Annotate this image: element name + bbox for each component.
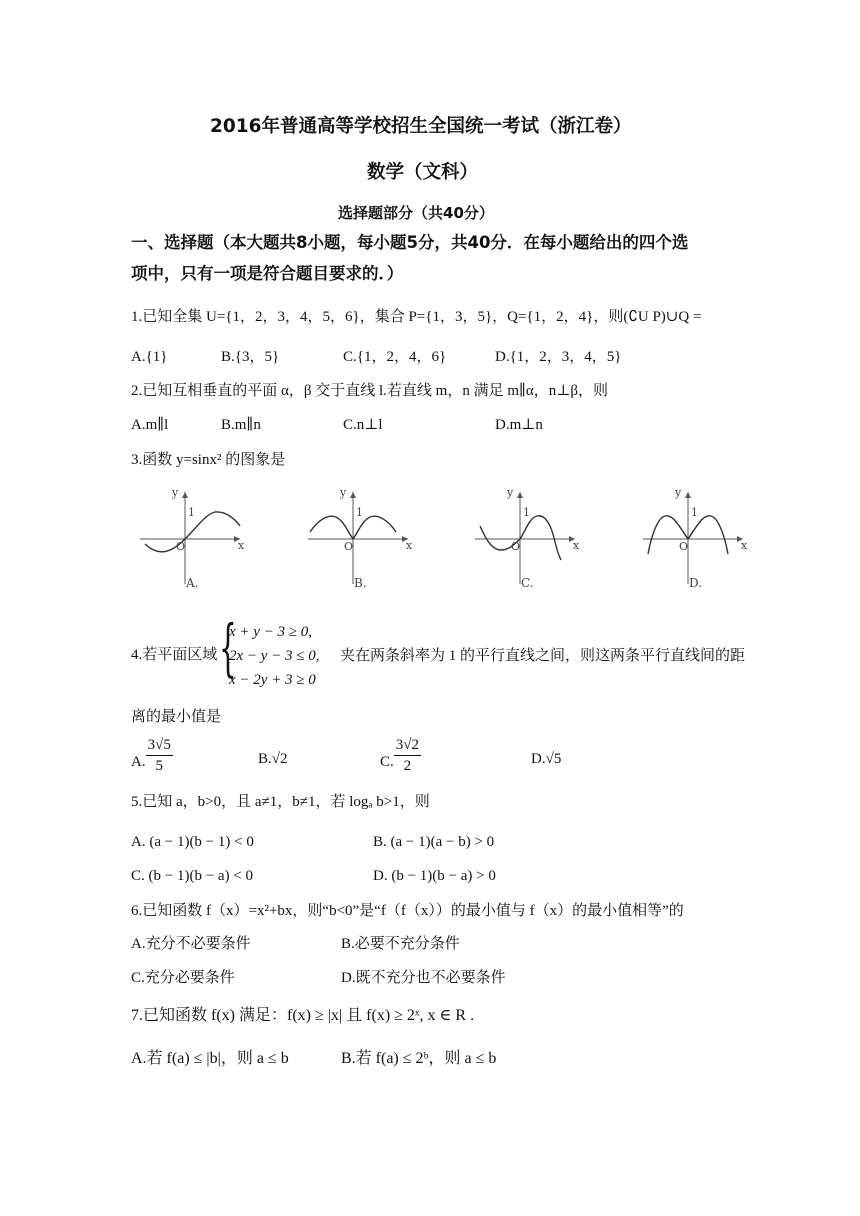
graph-b-label: B. xyxy=(354,576,367,590)
q4-option-c-denominator: 2 xyxy=(403,758,412,774)
graph-a-y-label: y xyxy=(172,486,179,499)
q1-option-a: A.{1} xyxy=(131,349,168,365)
q1-option-d: D.{1，2，3，4，5} xyxy=(495,349,622,365)
graph-b-x-label: x xyxy=(406,539,413,552)
graph-d-y-label: y xyxy=(675,486,682,499)
section-intro-line1: 一、选择题（本大题共8小题，每小题5分，共40分．在每小题给出的四个选 xyxy=(131,233,689,252)
question-1-stem: 1.已知全集 U={1，2，3，4，5，6}，集合 P={1，3，5}，Q={1，2，4}，则(∁U P)∪Q = xyxy=(131,309,702,325)
question-3-stem: 3.函数 y=sinx² 的图象是 xyxy=(131,452,286,468)
exam-subtitle: 数学（文科） xyxy=(367,162,479,183)
q7-option-b: B.若 f(a) ≤ 2ᵇ，则 a ≤ b xyxy=(341,1050,497,1067)
q6-option-d: D.既不充分也不必要条件 xyxy=(341,970,506,986)
question-4-line2: 离的最小值是 xyxy=(131,709,222,725)
q5-option-d: D. (b − 1)(b − a) > 0 xyxy=(373,868,496,884)
q4-option-c-fraction xyxy=(394,735,421,776)
graph-c-label: C. xyxy=(521,576,534,590)
graph-a xyxy=(140,484,260,594)
q4-option-a xyxy=(131,737,173,776)
q2-option-c: C.n⊥l xyxy=(343,417,383,433)
q6-option-a: A.充分不必要条件 xyxy=(131,936,251,952)
q4-option-a-label: A. xyxy=(131,753,146,770)
q4-option-a-numerator: 3√5 xyxy=(146,735,173,756)
question-6-stem: 6.已知函数 f（x）=x²+bx，则“b<0”是“f（f（x））的最小值与 f（x）的最小值相等”的 xyxy=(131,903,684,919)
q7-option-a: A.若 f(a) ≤ |b|，则 a ≤ b xyxy=(131,1050,289,1067)
question-7-stem: 7.已知函数 f(x) 满足：f(x) ≥ |x| 且 f(x) ≥ 2ˣ, x ∈ R . xyxy=(131,1007,475,1024)
q4-option-c-numerator: 3√2 xyxy=(394,735,421,756)
graph-b-tick-one: 1 xyxy=(356,506,363,519)
q5-option-b: B. (a − 1)(a − b) > 0 xyxy=(373,834,495,850)
graph-c-x-label: x xyxy=(573,539,580,552)
graph-d xyxy=(643,484,763,594)
graph-d-tick-one: 1 xyxy=(691,506,698,519)
q2-option-b: B.m∥n xyxy=(221,417,261,433)
q6-option-b: B.必要不充分条件 xyxy=(341,936,460,952)
graph-c-y-label: y xyxy=(507,486,514,499)
q4-option-c-label: C. xyxy=(380,753,394,770)
q5-option-a: A. (a − 1)(b − 1) < 0 xyxy=(131,834,254,850)
q2-option-a: A.m∥l xyxy=(131,417,169,433)
q2-option-d: D.m⊥n xyxy=(495,417,543,433)
system-line-1: x + y − 3 ≥ 0, xyxy=(229,624,313,640)
q1-option-c: C.{1，2，4，6} xyxy=(343,349,447,365)
graph-a-label: A. xyxy=(186,576,199,590)
graph-c xyxy=(475,484,595,594)
question-5-stem: 5.已知 a，b>0，且 a≠1，b≠1，若 logₐ b>1，则 xyxy=(131,794,430,810)
q4-option-a-denominator: 5 xyxy=(155,758,163,774)
graph-b xyxy=(308,484,428,594)
q4-option-a-fraction xyxy=(146,735,173,776)
graph-d-origin: O xyxy=(679,540,689,553)
question-2-stem: 2.已知互相垂直的平面 α，β 交于直线 l.若直线 m，n 满足 m∥α，n⊥β，则 xyxy=(131,383,609,399)
system-line-2: 2x − y − 3 ≤ 0, xyxy=(229,648,320,664)
part-heading: 选择题部分（共40分） xyxy=(338,204,494,222)
q6-option-c: C.充分必要条件 xyxy=(131,970,235,986)
graph-c-tick-one: 1 xyxy=(523,506,530,519)
system-brace: { xyxy=(219,611,237,684)
graph-a-tick-one: 1 xyxy=(188,506,195,519)
graph-a-x-label: x xyxy=(238,539,245,552)
graph-b-origin: O xyxy=(344,540,354,553)
q1-option-b: B.{3，5} xyxy=(221,349,280,365)
q4-option-c xyxy=(380,737,421,776)
graph-a-origin: O xyxy=(176,540,186,553)
graph-d-x-label: x xyxy=(741,539,748,552)
question-4-suffix: 夹在两条斜率为 1 的平行直线之间，则这两条平行直线间的距 xyxy=(340,648,746,664)
exam-title: 2016年普通高等学校招生全国统一考试（浙江卷） xyxy=(210,116,632,137)
graph-d-label: D. xyxy=(689,576,703,590)
section-intro-line2: 项中，只有一项是符合题目要求的．） xyxy=(131,264,404,283)
q4-option-b: B.√2 xyxy=(258,751,288,767)
q4-option-d: D.√5 xyxy=(531,751,562,767)
graph-b-y-label: y xyxy=(340,486,347,499)
question-4-prefix: 4.若平面区域 xyxy=(131,647,218,663)
graph-c-origin: O xyxy=(511,540,521,553)
system-line-3: x − 2y + 3 ≥ 0 xyxy=(229,672,316,688)
q5-option-c: C. (b − 1)(b − a) < 0 xyxy=(131,868,254,884)
